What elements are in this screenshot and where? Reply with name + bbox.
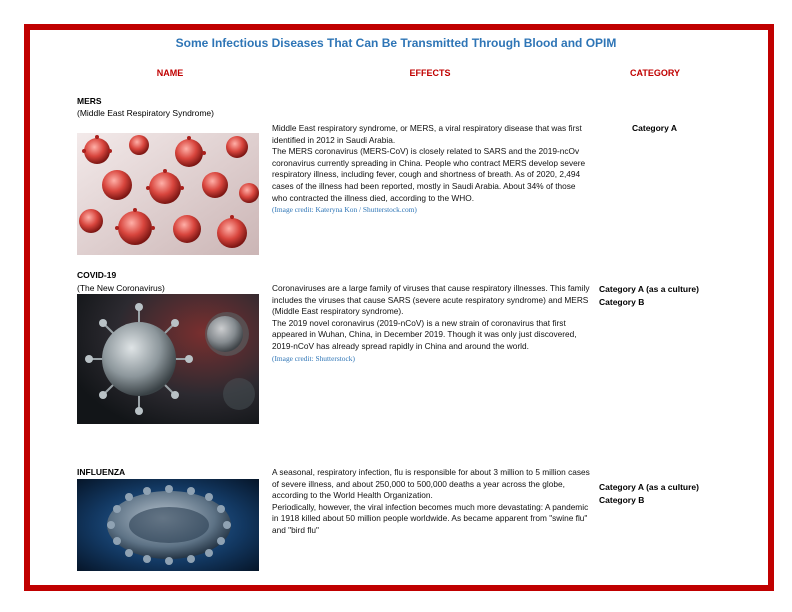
column-header-category: CATEGORY (629, 68, 680, 78)
image-credit: (Image credit: Shutterstock) (272, 353, 355, 363)
column-header-effects: EFFECTS (409, 68, 451, 78)
column-header-name: NAME (156, 68, 184, 78)
category-label: Category B (599, 495, 645, 505)
effects-paragraph: Periodically, however, the viral infection becomes much more devastating: A pandemic in 1918 killed about 50 million people worldwide. As became apparent from "swine flu" and "bird flu" (272, 501, 589, 535)
category-influenza (599, 481, 699, 507)
covid19-virus-image (77, 294, 259, 424)
page-title: Some Infectious Diseases That Can Be Transmitted Through Blood and OPIM (175, 36, 617, 50)
effects-paragraph: Coronaviruses are a large family of viruses that cause respiratory illnesses. This family includes the viruses that cause SARS (severe acute respiratory syndrome) and MERS (Middle East respiratory syndrome). (272, 283, 590, 317)
disease-name-covid19: COVID-19 (77, 270, 117, 280)
category-label: Category A (as a culture) (599, 284, 699, 294)
disease-name-influenza: INFLUENZA (77, 467, 126, 477)
disease-subtitle-mers: (Middle East Respiratory Syndrome) (77, 108, 214, 118)
effects-paragraph: A seasonal, respiratory infection, flu is responsible for about 3 million to 5 million cases of severe illness, and about 250,000 to 500,000 deaths a year across the globe, according to the World Health Organization. (272, 467, 590, 501)
disease-subtitle-covid19: (The New Coronavirus) (77, 283, 165, 293)
influenza-virus-image (77, 479, 259, 571)
category-label: Category A (632, 123, 678, 133)
category-mers (632, 122, 677, 135)
effects-text-mers (272, 123, 592, 216)
category-covid19 (599, 283, 699, 309)
effects-paragraph: The MERS coronavirus (MERS-CoV) is closely related to SARS and the 2019-ncOv coronavirus currently spreading in China. People who contract MERS develop severe respiratory illness, including fever, cough and shortness of breath. As of 2020, 2,494 cases of the illness had been reported, mostly in Saudi Arabia. About 34% of those who contracted the illness died, according to the WHO. (272, 146, 586, 203)
effects-text-covid19 (272, 283, 592, 364)
effects-paragraph: Middle East respiratory syndrome, or MERS, a viral respiratory disease that was first identified in 2012 in Saudi Arabia. (272, 123, 582, 145)
category-label: Category B (599, 297, 645, 307)
effects-text-influenza (272, 467, 592, 537)
category-label: Category A (as a culture) (599, 482, 699, 492)
mers-virus-image (77, 133, 259, 255)
disease-name-mers: MERS (77, 96, 102, 106)
image-credit: (Image credit: Kateryna Kon / Shutterstock.com) (272, 205, 417, 215)
effects-paragraph: The 2019 novel coronavirus (2019-nCoV) is a new strain of coronavirus that first appeared in Wuhan, China, in December 2019. Though it was only just discovered, 2019-nCoV has already spread rapidly in China and around the world. (272, 317, 577, 351)
